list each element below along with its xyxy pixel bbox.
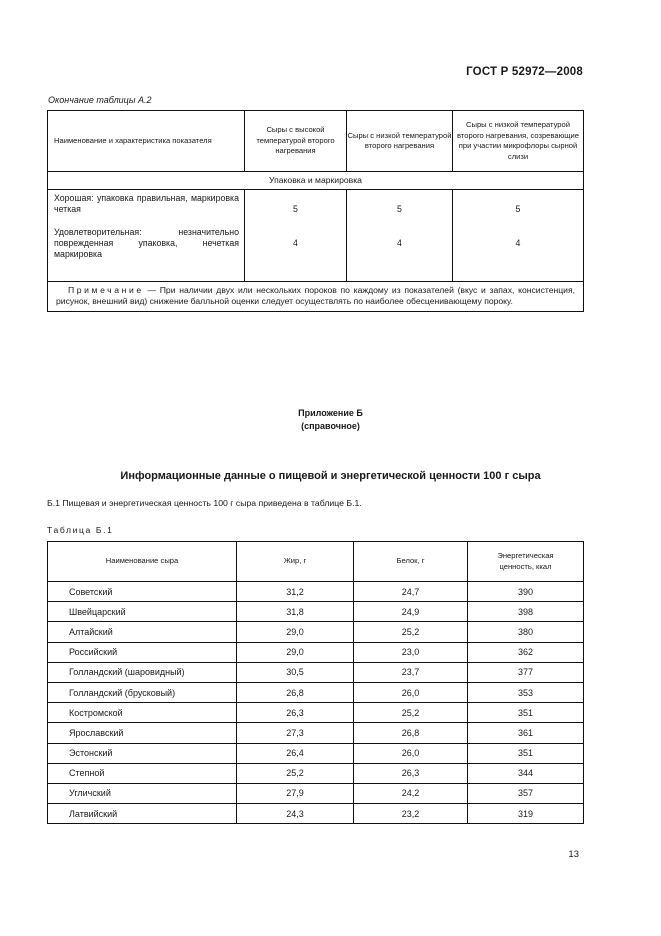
energy-cell: 351 xyxy=(468,743,584,763)
standard-header: ГОСТ Р 52972—2008 xyxy=(466,66,583,78)
fat-cell: 30,5 xyxy=(237,662,354,682)
protein-cell: 26,3 xyxy=(354,763,468,783)
energy-cell: 398 xyxy=(468,602,584,622)
criterion-satisfactory: Удовлетворительная: незначительно поврежденная упаковка, нечеткая маркировка xyxy=(54,227,239,259)
note-label: Примечание xyxy=(68,285,144,295)
section-title: Упаковка и маркировка xyxy=(48,172,584,190)
table-a-header-row xyxy=(48,111,584,172)
score-cell xyxy=(453,190,584,282)
score-good: 5 xyxy=(293,204,298,214)
energy-cell: 353 xyxy=(468,682,584,702)
fat-cell: 27,3 xyxy=(237,723,354,743)
cheese-name-cell: Голландский (шаровидный) xyxy=(48,662,237,682)
table-row xyxy=(48,703,584,723)
cheese-name-cell: Швейцарский xyxy=(48,602,237,622)
protein-cell: 23,0 xyxy=(354,642,468,662)
fat-cell: 29,0 xyxy=(237,622,354,642)
table-a-col-header: Сыры с низкой температурой второго нагревания, созревающие при участии микрофлоры сырной слизи xyxy=(453,111,584,172)
energy-cell: 351 xyxy=(468,703,584,723)
energy-cell: 380 xyxy=(468,622,584,642)
cheese-name-cell: Голландский (брусковый) xyxy=(48,682,237,702)
cheese-name-cell: Российский xyxy=(48,642,237,662)
table-b-caption: Таблица Б.1 xyxy=(47,525,114,535)
protein-cell: 25,2 xyxy=(354,622,468,642)
protein-cell: 24,7 xyxy=(354,582,468,602)
table-row xyxy=(48,642,584,662)
energy-cell: 319 xyxy=(468,804,584,824)
fat-cell: 26,3 xyxy=(237,703,354,723)
table-b-col-header: Наименование сыра xyxy=(48,542,237,582)
energy-cell: 357 xyxy=(468,783,584,803)
table-a-col-header: Наименование и характеристика показателя xyxy=(48,111,245,172)
table-a-col-header: Сыры с низкой температурой второго нагревания xyxy=(347,111,453,172)
cheese-name-cell: Латвийский xyxy=(48,804,237,824)
table-row xyxy=(48,582,584,602)
protein-cell: 24,9 xyxy=(354,602,468,622)
cheese-name-cell: Костромской xyxy=(48,703,237,723)
table-b xyxy=(47,541,584,824)
table-a-col-header: Сыры с высокой температурой второго нагревания xyxy=(245,111,347,172)
fat-cell: 27,9 xyxy=(237,783,354,803)
table-row xyxy=(48,763,584,783)
protein-cell: 23,7 xyxy=(354,662,468,682)
table-row xyxy=(48,602,584,622)
fat-cell: 29,0 xyxy=(237,642,354,662)
energy-cell: 362 xyxy=(468,642,584,662)
table-row xyxy=(48,622,584,642)
page-number: 13 xyxy=(568,849,579,860)
fat-cell: 24,3 xyxy=(237,804,354,824)
table-b-header-row xyxy=(48,542,584,582)
table-b-col-header: Жир, г xyxy=(237,542,354,582)
score-satisfactory: 4 xyxy=(515,238,521,248)
table-a-row xyxy=(48,190,584,282)
appendix-heading: Информационные данные о пищевой и энергетической ценности 100 г сыра xyxy=(120,470,541,482)
table-row xyxy=(48,723,584,743)
cheese-name-cell: Угличский xyxy=(48,783,237,803)
table-b-body xyxy=(48,582,584,824)
energy-cell: 361 xyxy=(468,723,584,743)
protein-cell: 26,0 xyxy=(354,682,468,702)
fat-cell: 25,2 xyxy=(237,763,354,783)
table-a-note-row xyxy=(48,282,584,312)
table-row xyxy=(48,662,584,682)
score-good: 5 xyxy=(397,204,402,214)
score-good: 5 xyxy=(515,204,521,214)
table-a xyxy=(47,110,584,312)
appendix-intro: Б.1 Пищевая и энергетическая ценность 100 г сыра приведена в таблице Б.1. xyxy=(47,498,362,508)
table-row xyxy=(48,682,584,702)
energy-cell: 377 xyxy=(468,662,584,682)
cheese-name-cell: Ярославский xyxy=(48,723,237,743)
fat-cell: 31,2 xyxy=(237,582,354,602)
score-satisfactory: 4 xyxy=(397,238,402,248)
table-b-col-header: Энергетическая ценность, ккал xyxy=(468,542,584,582)
criteria-cell xyxy=(48,190,245,282)
cheese-name-cell: Алтайский xyxy=(48,622,237,642)
note-text: — При наличии двух или нескольких пороков по каждому из показателей (вкус и запах, консистенция, рисунок, внешний вид) снижение балльной оценки следует осуществлять по наиболее обесценивающему пороку. xyxy=(56,285,575,307)
protein-cell: 26,8 xyxy=(354,723,468,743)
table-a-caption: Окончание таблицы А.2 xyxy=(48,95,152,105)
protein-cell: 24,2 xyxy=(354,783,468,803)
protein-cell: 23,2 xyxy=(354,804,468,824)
criterion-good: Хорошая: упаковка правильная, маркировка четкая xyxy=(54,193,239,214)
score-satisfactory: 4 xyxy=(293,238,298,248)
score-cell xyxy=(347,190,453,282)
cheese-name-cell: Эстонский xyxy=(48,743,237,763)
table-b-col-header: Белок, г xyxy=(354,542,468,582)
appendix-subtitle: (справочное) xyxy=(301,421,360,431)
fat-cell: 26,4 xyxy=(237,743,354,763)
energy-cell: 344 xyxy=(468,763,584,783)
energy-cell: 390 xyxy=(468,582,584,602)
table-a-section-row xyxy=(48,172,584,190)
fat-cell: 26,8 xyxy=(237,682,354,702)
table-row xyxy=(48,743,584,763)
table-row xyxy=(48,783,584,803)
appendix-title: Приложение Б xyxy=(298,408,363,418)
protein-cell: 25,2 xyxy=(354,703,468,723)
table-note xyxy=(48,282,584,312)
table-row xyxy=(48,804,584,824)
cheese-name-cell: Степной xyxy=(48,763,237,783)
score-cell xyxy=(245,190,347,282)
cheese-name-cell: Советский xyxy=(48,582,237,602)
protein-cell: 26,0 xyxy=(354,743,468,763)
fat-cell: 31,8 xyxy=(237,602,354,622)
